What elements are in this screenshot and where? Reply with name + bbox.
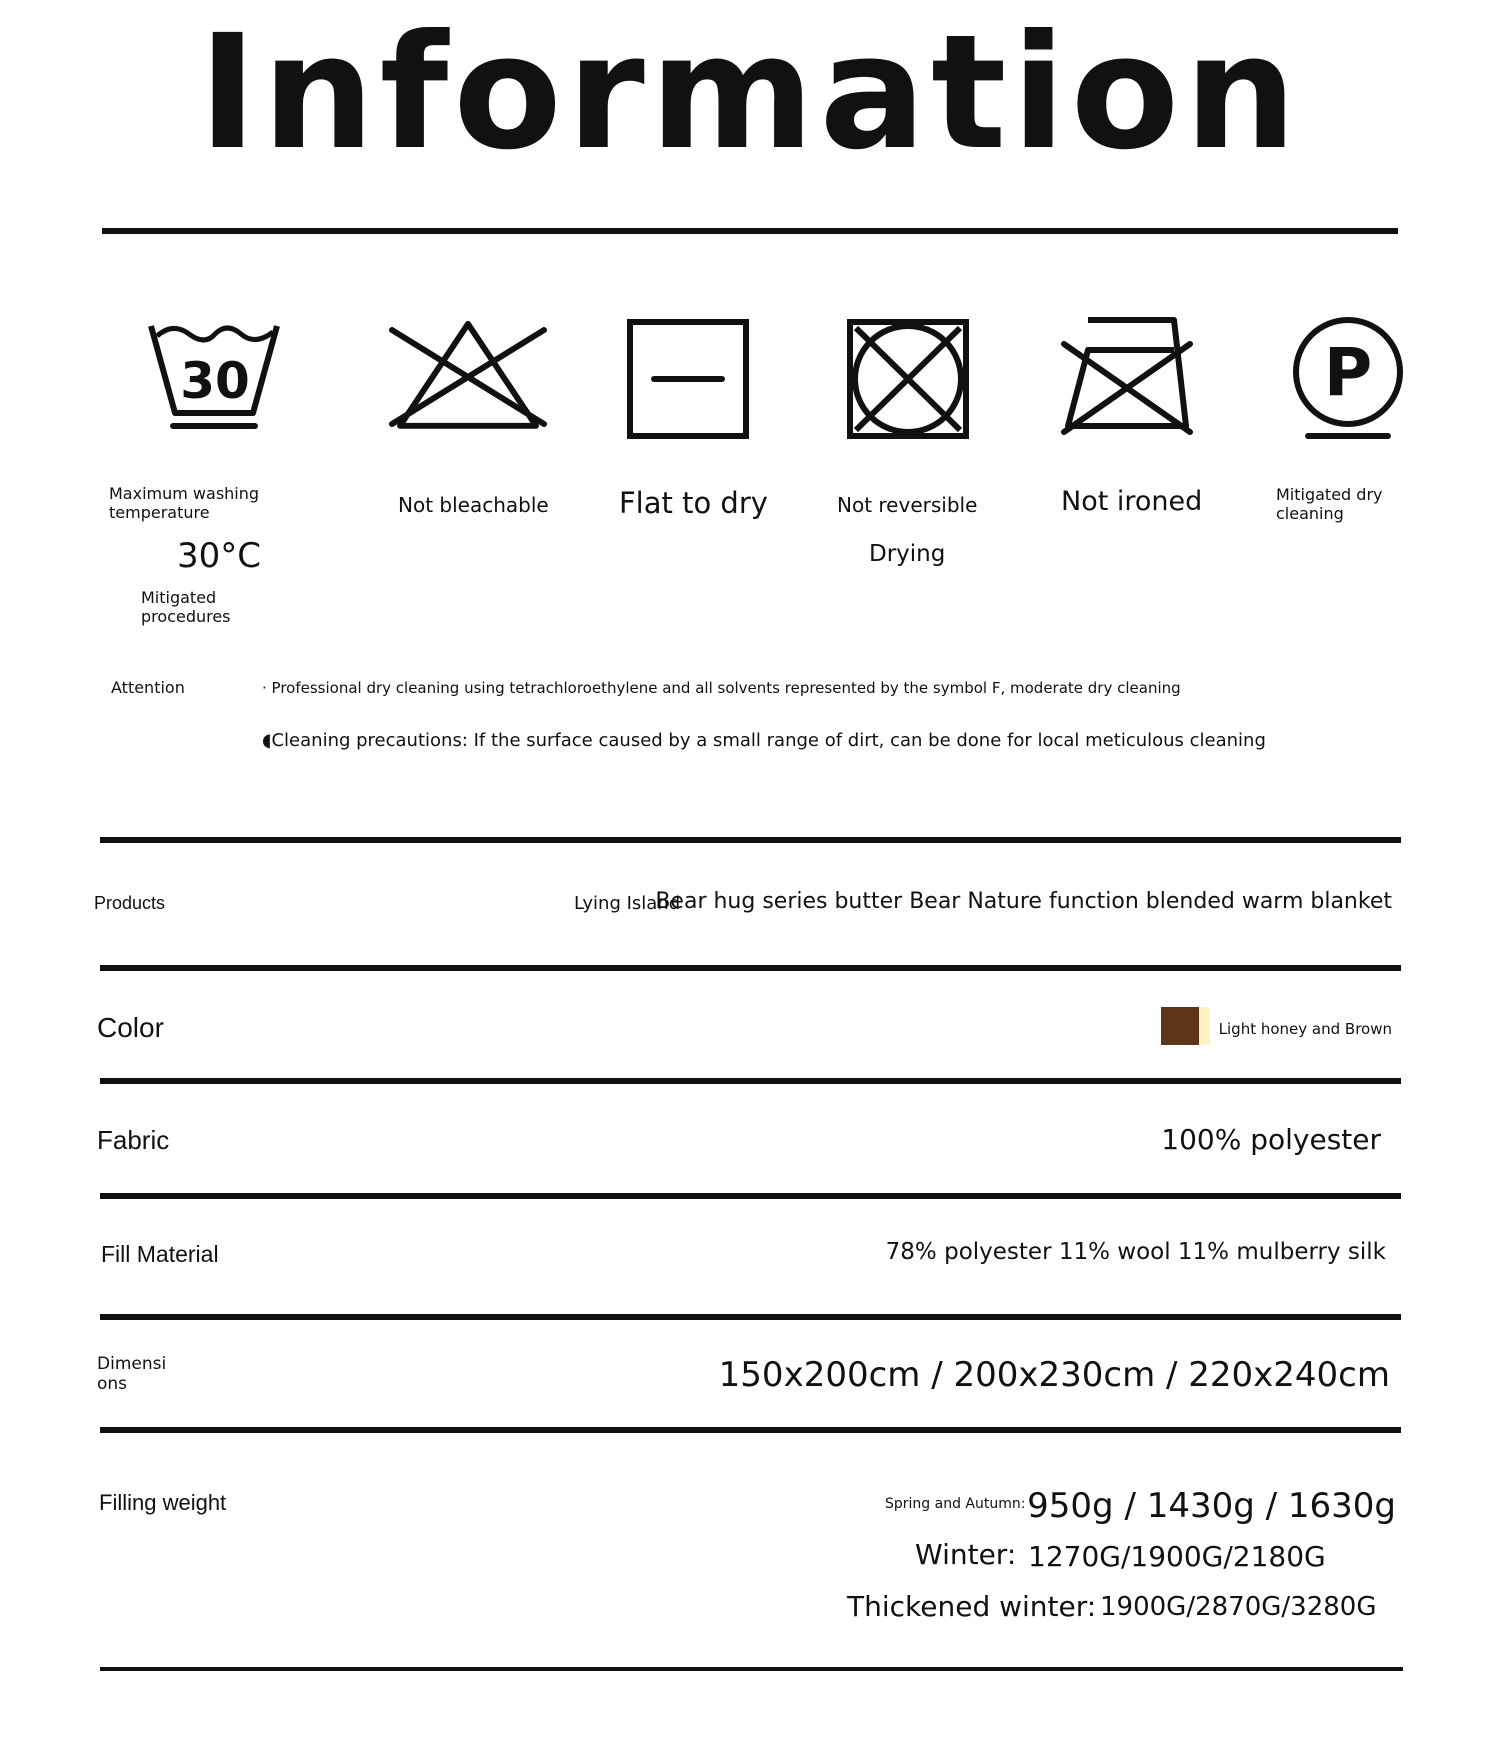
- divider: [100, 1667, 1403, 1671]
- dry-clean-label-line2: cleaning: [1276, 504, 1344, 523]
- fill-value: 78% polyester 11% wool 11% mulberry silk: [885, 1239, 1386, 1265]
- divider: [100, 1314, 1401, 1320]
- dry-clean-p-icon: [1288, 316, 1408, 442]
- wash-30-icon: [145, 320, 285, 435]
- bleach-label: Not bleachable: [398, 493, 549, 517]
- products-label: Products: [94, 893, 166, 913]
- wash-note-line2: procedures: [141, 607, 231, 626]
- dry-clean-label-line1: Mitigated dry: [1276, 485, 1383, 504]
- dry-clean-label: [1276, 485, 1383, 523]
- wash-note-line1: Mitigated: [141, 588, 217, 607]
- weight-spring-value: 950g / 1430g / 1630g: [1027, 1486, 1396, 1526]
- iron-label: Not ironed: [1061, 486, 1203, 517]
- divider: [100, 837, 1401, 843]
- attention-line-1: · Professional dry cleaning using tetrachloroethylene and all solvents represented by the symbol F, moderate dry cleaning: [262, 679, 1181, 697]
- wash-label-line2: temperature: [109, 503, 210, 522]
- wash-note: [141, 588, 231, 626]
- fabric-value: 100% polyester: [1161, 1123, 1381, 1156]
- weight-spring-label: Spring and Autumn:: [885, 1496, 1026, 1512]
- weight-thick-label: Thickened winter:: [847, 1590, 1097, 1623]
- fill-label: Fill Material: [101, 1241, 219, 1267]
- no-iron-icon: [1058, 316, 1194, 440]
- fabric-label: Fabric: [97, 1125, 170, 1155]
- wash-temp: 30°C: [177, 536, 262, 576]
- products-value: Bear hug series butter Bear Nature function blended warm blanket: [655, 889, 1392, 914]
- flat-dry-label: Flat to dry: [619, 486, 768, 520]
- page-title: Information: [198, 1, 1302, 185]
- dimensions-label-line2: ons: [97, 1374, 128, 1394]
- divider: [100, 1427, 1401, 1433]
- weight-label: Filling weight: [99, 1490, 227, 1515]
- no-tumble-dry-icon: [846, 318, 970, 442]
- dimensions-label-line1: Dimensi: [97, 1354, 167, 1374]
- color-value: Light honey and Brown: [1218, 1020, 1392, 1038]
- dimensions-value: 150x200cm / 200x230cm / 220x240cm: [718, 1355, 1390, 1395]
- weight-winter-label: Winter:: [915, 1538, 1017, 1571]
- wash-number: 30: [180, 352, 250, 410]
- divider: [100, 1078, 1401, 1084]
- no-bleach-icon: [388, 320, 548, 435]
- weight-winter-value: 1270G/1900G/2180G: [1028, 1540, 1326, 1573]
- attention-label: Attention: [111, 678, 185, 697]
- dry-clean-letter: P: [1323, 334, 1373, 411]
- wash-label: [109, 484, 259, 522]
- weight-thick-value: 1900G/2870G/3280G: [1100, 1592, 1377, 1622]
- products-brand: Lying Island: [574, 893, 681, 914]
- divider: [102, 228, 1398, 234]
- tumble-label-2: Drying: [869, 541, 946, 567]
- wash-label-line1: Maximum washing: [109, 484, 260, 503]
- tumble-label: Not reversible: [837, 493, 978, 517]
- flat-dry-icon: [626, 318, 752, 442]
- attention-line-2: ◖Cleaning precautions: If the surface caused by a small range of dirt, can be done for local meticulous cleaning: [262, 730, 1266, 751]
- color-label: Color: [97, 1012, 164, 1043]
- color-swatch-brown: [1161, 1007, 1199, 1045]
- divider: [100, 965, 1401, 971]
- divider: [100, 1193, 1401, 1199]
- dimensions-label: [97, 1354, 166, 1394]
